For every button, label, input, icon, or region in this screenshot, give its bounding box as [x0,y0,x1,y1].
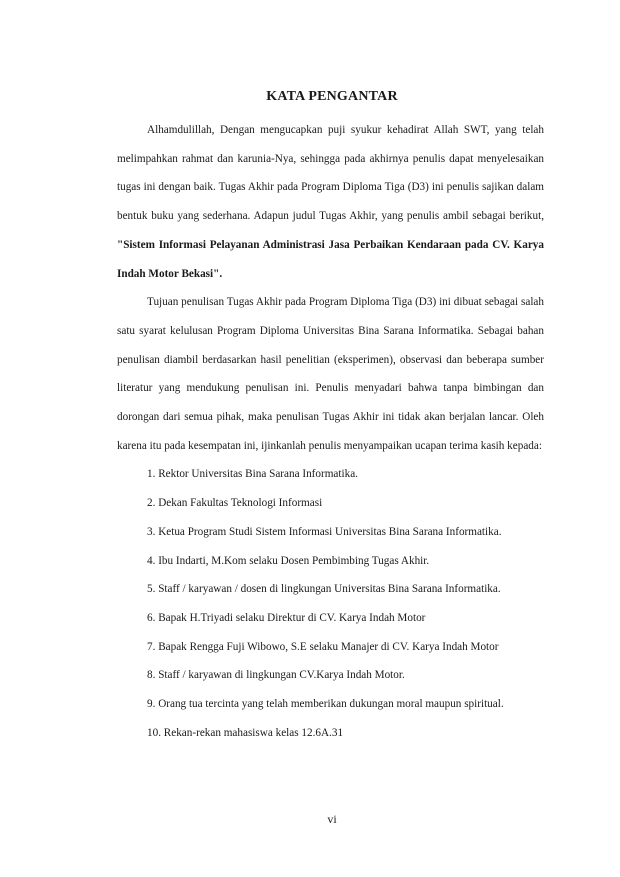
list-item: 1. Rektor Universitas Bina Sarana Informatika. [147,468,358,481]
list-item: 6. Bapak H.Triyadi selaku Direktur di CV. Karya Indah Motor [147,611,426,624]
list-item: 2. Dekan Fakultas Teknologi Informasi [147,497,323,510]
acknowledgement-list [117,460,544,747]
document-body [117,116,544,747]
thesis-title: "Sistem Informasi Pelayanan Administrasi Jasa Perbaikan Kendaraan pada CV. Karya Indah Motor Bekasi". [117,238,544,280]
list-item: 4. Ibu Indarti, M.Kom selaku Dosen Pembimbing Tugas Akhir. [147,554,430,567]
list-item: 10. Rekan-rekan mahasiswa kelas 12.6A.31 [147,726,344,739]
page-title: KATA PENGANTAR [266,89,398,104]
list-item: 5. Staff / karyawan / dosen di lingkungan Universitas Bina Sarana Informatika. [147,583,501,596]
paragraph-intro [117,116,544,288]
list-item: 7. Bapak Rengga Fuji Wibowo, S.E selaku Manajer di CV. Karya Indah Motor [147,640,499,653]
paragraph-intro-text: Alhamdulillah, Dengan mengucapkan puji syukur kehadirat Allah SWT, yang telah melimpahkan rahmat dan karunia-Nya, sehingga pada akhirnya penulis dapat menyelesaikan tugas ini dengan baik. Tugas Akhir pada Program Diploma Tiga (D3) ini penulis sajikan dalam bentuk buku yang sederhana. Adapun judul Tugas Akhir, yang penulis ambil sebagai berikut, [117,124,544,223]
list-item: 3. Ketua Program Studi Sistem Informasi Universitas Bina Sarana Informatika. [147,525,502,538]
paragraph-purpose: Tujuan penulisan Tugas Akhir pada Program Diploma Tiga (D3) ini dibuat sebagai salah satu syarat kelulusan Program Diploma Universitas Bina Sarana Informatika. Sebagai bahan penulisan diambil berdasarkan hasil penelitian (eksperimen), observasi dan beberapa sumber literatur yang mendukung penulisan ini. Penulis menyadari bahwa tanpa bimbingan dan dorongan dari semua pihak, maka penulisan Tugas Akhir ini tidak akan berjalan lancar. Oleh karena itu pada kesempatan ini, ijinkanlah penulis menyampaikan ucapan terima kasih kepada: [117,296,544,452]
list-item: 9. Orang tua tercinta yang telah memberikan dukungan moral maupun spiritual. [147,698,504,711]
page-number: vi [327,812,337,826]
list-item: 8. Staff / karyawan di lingkungan CV.Karya Indah Motor. [147,669,405,682]
